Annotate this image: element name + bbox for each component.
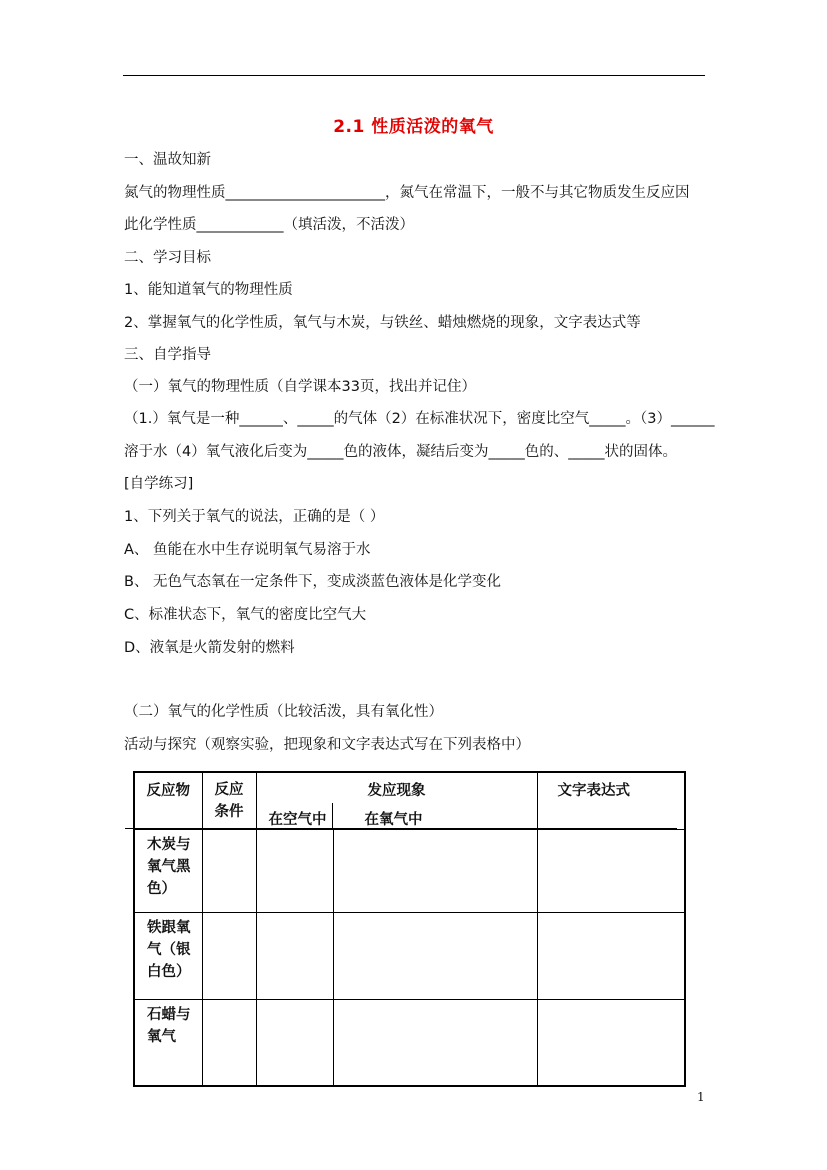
subsection-heading: （二）氧气的化学性质（比较活泼，具有氧化性） [124,704,443,720]
page-number: 1 [697,1090,705,1104]
header-expression: 文字表达式 [537,772,685,829]
paragraph-line: （1.）氧气是一种______、_____的气体（2）在标准状况下，密度比空气_____。（3）______ [124,411,715,427]
table-cell [537,999,685,1086]
paragraph-line: 活动与探究（观察实验，把现象和文字表达式写在下列表格中） [124,737,530,753]
header-in-oxygen: 在氧气中 [364,811,423,828]
table-cell [202,829,256,912]
header-phenomenon: 发应现象 [367,783,426,799]
section-heading: 二、学习目标 [124,250,211,266]
header-in-air: 在空气中 [257,803,333,829]
exercise-heading: [自学练习] [124,476,194,492]
row-charcoal-label: 木炭与氧气黑色） [134,829,202,912]
table-cell [256,829,333,912]
option-c: C、标准状态下，氧气的密度比空气大 [124,607,367,623]
table-cell [537,912,685,999]
option-d: D、液氧是火箭发射的燃料 [124,640,295,656]
section-heading: 一、温故知新 [124,152,211,168]
header-subrow [257,803,537,829]
section-heading: 三、自学指导 [124,347,211,363]
paragraph-line: 1、能知道氧气的物理性质 [124,282,293,298]
table-cell [202,999,256,1086]
paragraph-line: 氮气的物理性质______________________，氮气在常温下，一般不与其它物质发生反应因 [124,185,690,201]
table-cell [333,999,537,1086]
header-condition: 反应条件 [202,772,256,829]
row-iron-label: 铁跟氧气（银白色） [134,912,202,999]
paragraph-line: 溶于水（4）氧气液化后变为_____色的液体，凝结后变为_____色的、_____状的固体。 [124,444,677,460]
question-line: 1、下列关于氧气的说法，正确的是（ ） [124,509,385,525]
table-cell [333,829,537,912]
table-overhang-rule [125,828,677,829]
option-a: A、 鱼能在水中生存说明氧气易溶于水 [124,542,371,558]
paragraph-line: 2、掌握氧气的化学性质，氧气与木炭，与铁丝、蜡烛燃烧的现象，文字表达式等 [124,315,641,331]
table-cell [537,829,685,912]
table-cell [202,912,256,999]
header-phenomenon-cell [256,772,537,829]
header-rule [123,75,705,76]
option-b: B、 无色气态氧在一定条件下，变成淡蓝色液体是化学变化 [124,574,502,590]
table-cell [333,912,537,999]
row-paraffin-label: 石蜡与氧气 [134,999,202,1086]
subsection-heading: （一）氧气的物理性质（自学课本33页，找出并记住） [124,379,476,395]
page-title: 2.1 性质活泼的氧气 [333,117,494,137]
experiment-table [133,771,686,1087]
table-cell [256,999,333,1086]
header-reactant: 反应物 [134,772,202,829]
paragraph-line: 此化学性质____________（填活泼，不活泼） [124,217,414,233]
table-cell [256,912,333,999]
